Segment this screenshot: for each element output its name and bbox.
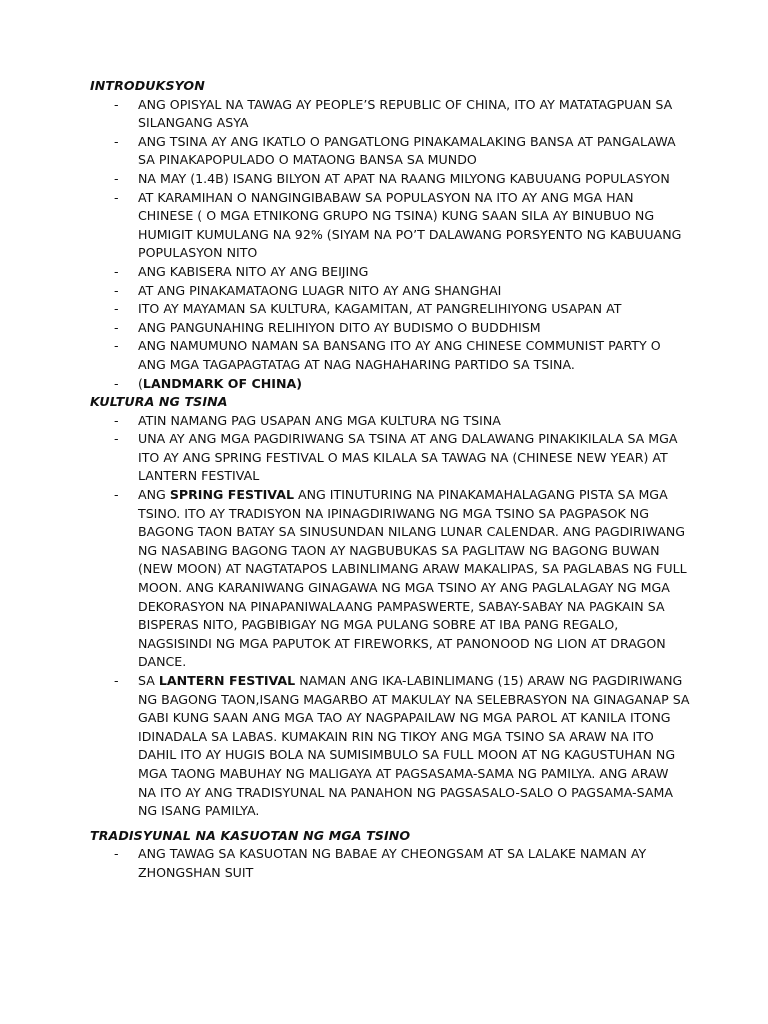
list-item [90, 319, 690, 338]
dash-bullet: - [114, 431, 119, 447]
dash-bullet: - [114, 375, 119, 391]
item-text: ATIN NAMANG PAG USAPAN ANG MGA KULTURA NG TSINA [138, 412, 501, 428]
section-heading: KULTURA NG TSINA [90, 394, 228, 410]
list-item [90, 189, 690, 263]
item-text: NA MAY (1.4B) ISANG BILYON AT APAT NA RAANG MILYONG KABUUANG POPULASYON [138, 170, 670, 186]
item-text: ANG OPISYAL NA TAWAG AY PEOPLE’S REPUBLIC OF CHINA, ITO AY MATATAGPUAN SA SILANGANG ASYA [138, 96, 673, 131]
dash-bullet: - [114, 133, 119, 149]
list-item [90, 263, 690, 282]
bullet-list [90, 412, 690, 821]
list-item [90, 282, 690, 301]
item-text: UNA AY ANG MGA PAGDIRIWANG SA TSINA AT ANG DALAWANG PINAKIKILALA SA MGA ITO AY ANG SPRING FESTIVAL O MAS KILALA SA TAWAG NA (CHINESE NEW YEAR) AT LANTERN FESTIVAL [138, 431, 678, 484]
section-heading: INTRODUKSYON [90, 78, 205, 93]
list-item [90, 430, 690, 486]
item-text: ANG ITINUTURING NA PINAKAMAHALAGANG PISTA SA MGA TSINO. ITO AY TRADISYON NA IPINAGDIRIWANG NG MGA TSINO SA PAGPASOK NG BAGONG TAON BATAY SA SINUSUNDAN NILANG LUNAR CALENDAR. ANG PAGDIRIWANG NG NASABING BAGONG TAON AY NAGBUBUKAS SA PAGLITAW NG BAGONG BUWAN (NEW MOON) AT NAGTATAPOS LABINLIMANG ARAW MAKALIPAS, SA PAGLABAS NG FULL MOON. ANG KARANIWANG GINAGAWA NG MGA TSINO AY ANG PAGLALAGAY NG MGA DEKORASYON NA PINAPANIWALAANG PAMPASWERTE, SABAY-SABAY NA PAGKAIN SA BISPERAS NITO, PAGBIBIGAY NG MGA PULANG SOBRE AT IBA PANG REGALO, NAGSISINDI NG MGA PAPUTOK AT FIREWORKS, AT PANONOOD NG LION AT DRAGON DANCE. [138, 487, 687, 670]
section-heading: TRADISYUNAL NA KASUOTAN NG MGA TSINO [90, 827, 411, 843]
item-text: NAMAN ANG IKA-LABINLIMANG (15) ARAW NG PAGDIRIWANG NG BAGONG TAON,ISANG MAGARBO AT MAKULAY NA SELEBRASYON NA GINAGANAP SA GABI KUNG SAAN ANG MGA TAO AY NAGPAPAILAW NG MGA PAROL AT KANILA ITONG IDINADALA SA LABAS. KUMAKAIN RIN NG TIKOY ANG MGA TSINO SA ARAW NA ITO DAHIL ITO AY HUGIS BOLA NA SUMISIMBULO SA FULL MOON AT NG KAGUSTUHAN NG MGA TAONG MABUHAY NG MALIGAYA AT PAGSASAMA-SAMA NG PAMILYA. ANG ARAW NA ITO AY ANG TRADISYUNAL NA PANAHON NG PAGSASALO-SALO O PAGSAMA-SAMA NG ISANG PAMILYA. [138, 673, 690, 819]
item-text: ANG KABISERA NITO AY ANG BEIJING [138, 263, 369, 279]
list-item [90, 672, 690, 821]
dash-bullet: - [114, 846, 119, 862]
bold-text: SPRING FESTIVAL [169, 487, 294, 503]
list-item [90, 337, 690, 374]
list-item [90, 96, 690, 133]
dash-bullet: - [114, 263, 119, 279]
item-text: ANG TSINA AY ANG IKATLO O PANGATLONG PINAKAMALAKING BANSA AT PANGALAWA SA PINAKAPOPULADO O MATAONG BANSA SA MUNDO [138, 133, 676, 168]
document-body [90, 77, 690, 883]
dash-bullet: - [114, 189, 119, 205]
list-item [90, 133, 690, 170]
item-text: ANG [138, 487, 170, 503]
bullet-list [90, 96, 690, 394]
dash-bullet: - [114, 487, 119, 503]
bold-text: LANDMARK OF CHINA) [142, 375, 303, 391]
list-item [90, 170, 690, 189]
dash-bullet: - [114, 412, 119, 428]
item-text: ANG PANGUNAHING RELIHIYON DITO AY BUDISMO O BUDDHISM [138, 319, 541, 335]
item-text: SA [138, 673, 159, 688]
item-text: AT ANG PINAKAMATAONG LUAGR NITO AY ANG SHANGHAI [138, 282, 502, 298]
bullet-list [90, 845, 690, 882]
item-text: ANG TAWAG SA KASUOTAN NG BABAE AY CHEONGSAM AT SA LALAKE NAMAN AY ZHONGSHAN SUIT [138, 846, 647, 880]
item-text: ITO AY MAYAMAN SA KULTURA, KAGAMITAN, AT PANGRELIHIYONG USAPAN AT [138, 301, 622, 317]
list-item [90, 412, 690, 431]
dash-bullet: - [114, 96, 119, 112]
dash-bullet: - [114, 673, 119, 688]
dash-bullet: - [114, 319, 119, 335]
item-text: AT KARAMIHAN O NANGINGIBABAW SA POPULASYON NA ITO AY ANG MGA HAN CHINESE ( O MGA ETNIKONG GRUPO NG TSINA) KUNG SAAN SILA AY BINUBUO NG HUMIGIT KUMULANG NA 92% (SIYAM NA PO’T DALAWANG PORSYENTO NG KABUUANG POPULASYON NITO [138, 189, 682, 261]
bold-text: LANTERN FESTIVAL [158, 673, 296, 688]
item-text: ( [138, 375, 143, 391]
dash-bullet: - [114, 338, 119, 354]
dash-bullet: - [114, 282, 119, 298]
dash-bullet: - [114, 170, 119, 186]
list-item [90, 300, 690, 319]
item-text: ANG NAMUMUNO NAMAN SA BANSANG ITO AY ANG CHINESE COMMUNIST PARTY O ANG MGA TAGAPAGTATAG AT NAG NAGHAHARING PARTIDO SA TSINA. [138, 338, 661, 372]
list-item [90, 486, 690, 672]
list-item [90, 375, 690, 394]
list-item [90, 845, 690, 882]
dash-bullet: - [114, 301, 119, 317]
